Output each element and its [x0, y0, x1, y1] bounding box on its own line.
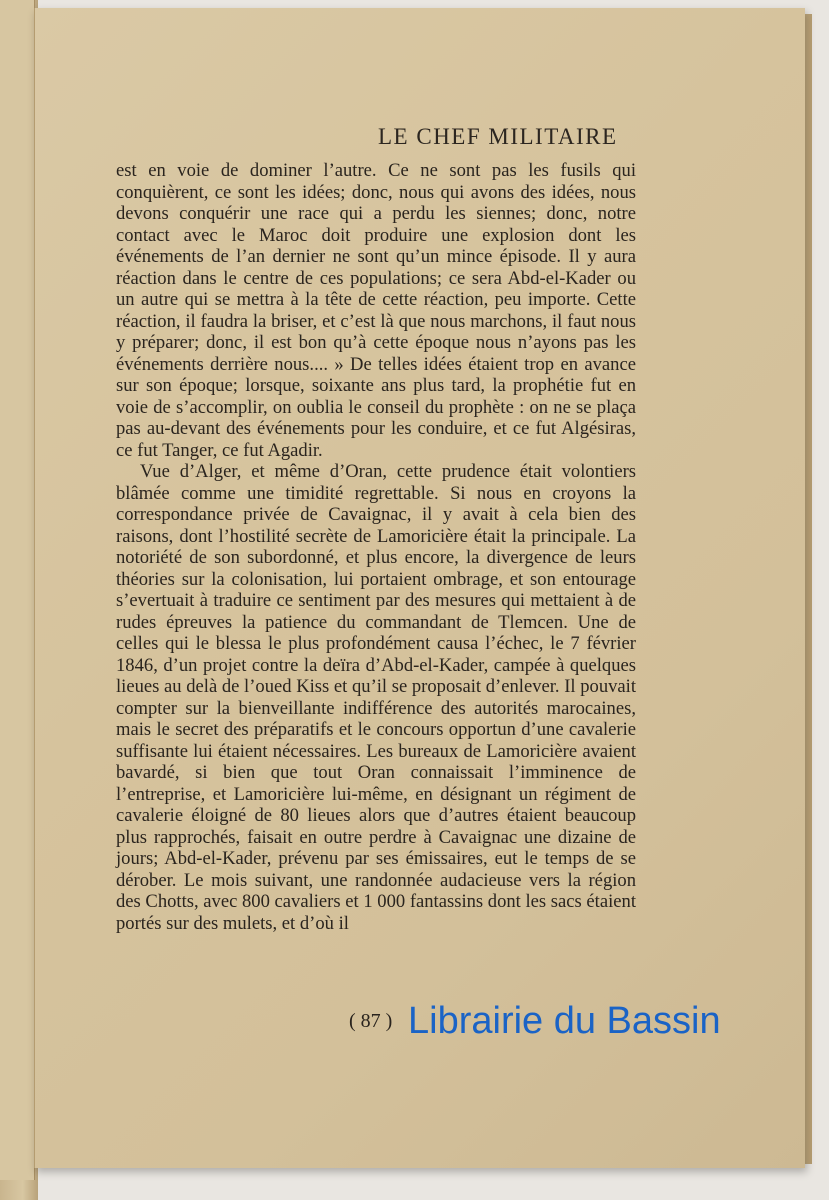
- bookseller-watermark: Librairie du Bassin: [408, 1000, 721, 1042]
- running-header: LE CHEF MILITAIRE: [378, 124, 618, 149]
- previous-page-edge: [0, 0, 35, 1180]
- page-number: ( 87 ): [349, 1010, 393, 1032]
- paragraph-2: Vue d’Alger, et même d’Oran, cette prudence était volontiers blâmée comme une timidité regrettable. Si nous en croyons la correspondance privée de Cavaignac, il y avait à cela bien des raisons, dont l’hostilité secrète de Lamoricière était la principale. La notoriété de son subordonné, et plus encore, la divergence de leurs théories sur la colonisation, lui portaient ombrage, et son entourage s’evertuait à traduire ce sentiment par des mesures qui mettaient à de rudes épreuves la patience du commandant de Tlemcen. Une de celles qui le blessa le plus profondément causa l’échec, le 7 février 1846, d’un projet contre la deïra d’Abd-el-Kader, campée à quelques lieues au delà de l’oued Kiss et qu’il se proposait d’enlever. Il pouvait compter sur la bienveillante indifférence des autorités marocaines, mais le secret des préparatifs et le concours opportun d’une cavalerie suffisante lui étaient nécessaires. Les bureaux de Lamoricière avaient bavardé, si bien que tout Oran connaissait l’imminence de l’entreprise, et Lamoricière lui-même, en désignant un régiment de cavalerie éloigné de 80 lieues alors que d’autres étaient beaucoup plus rapprochés, faisait en outre perdre à Cavaignac une dizaine de jours; Abd-el-Kader, prévenu par ses émissaires, eut le temps de se dérober. Le mois suivant, une randonnée audacieuse vers la région des Chotts, avec 800 cavaliers et 1 000 fantassins dont les sacs étaient portés sur des mulets, et d’où il: [116, 461, 636, 934]
- body-text: [116, 160, 636, 934]
- paragraph-1: est en voie de dominer l’autre. Ce ne sont pas les fusils qui conquièrent, ce sont les idées; donc, nous qui avons des idées, nous devons conquérir une race qui a perdu les siennes; donc, notre contact avec le Maroc doit produire une explosion dont les événements de l’an dernier ne sont qu’un mince épisode. Il y aura réaction dans le centre de ces populations; ce sera Abd-el-Kader ou un autre qui se mettra à la tête de cette réaction, peu importe. Cette réaction, il faudra la briser, et c’est là que nous marchons, il faut nous y préparer; donc, il est bon qu’à cette époque nous n’ayons pas les événements derrière nous.... » De telles idées étaient trop en avance sur son époque; lorsque, soixante ans plus tard, la prophétie fut en voie de s’accomplir, on oublia le conseil du prophète : on ne se plaça pas au-devant des événements pour les conduire, et ce fut Algésiras, ce fut Tanger, ce fut Agadir.: [116, 160, 636, 461]
